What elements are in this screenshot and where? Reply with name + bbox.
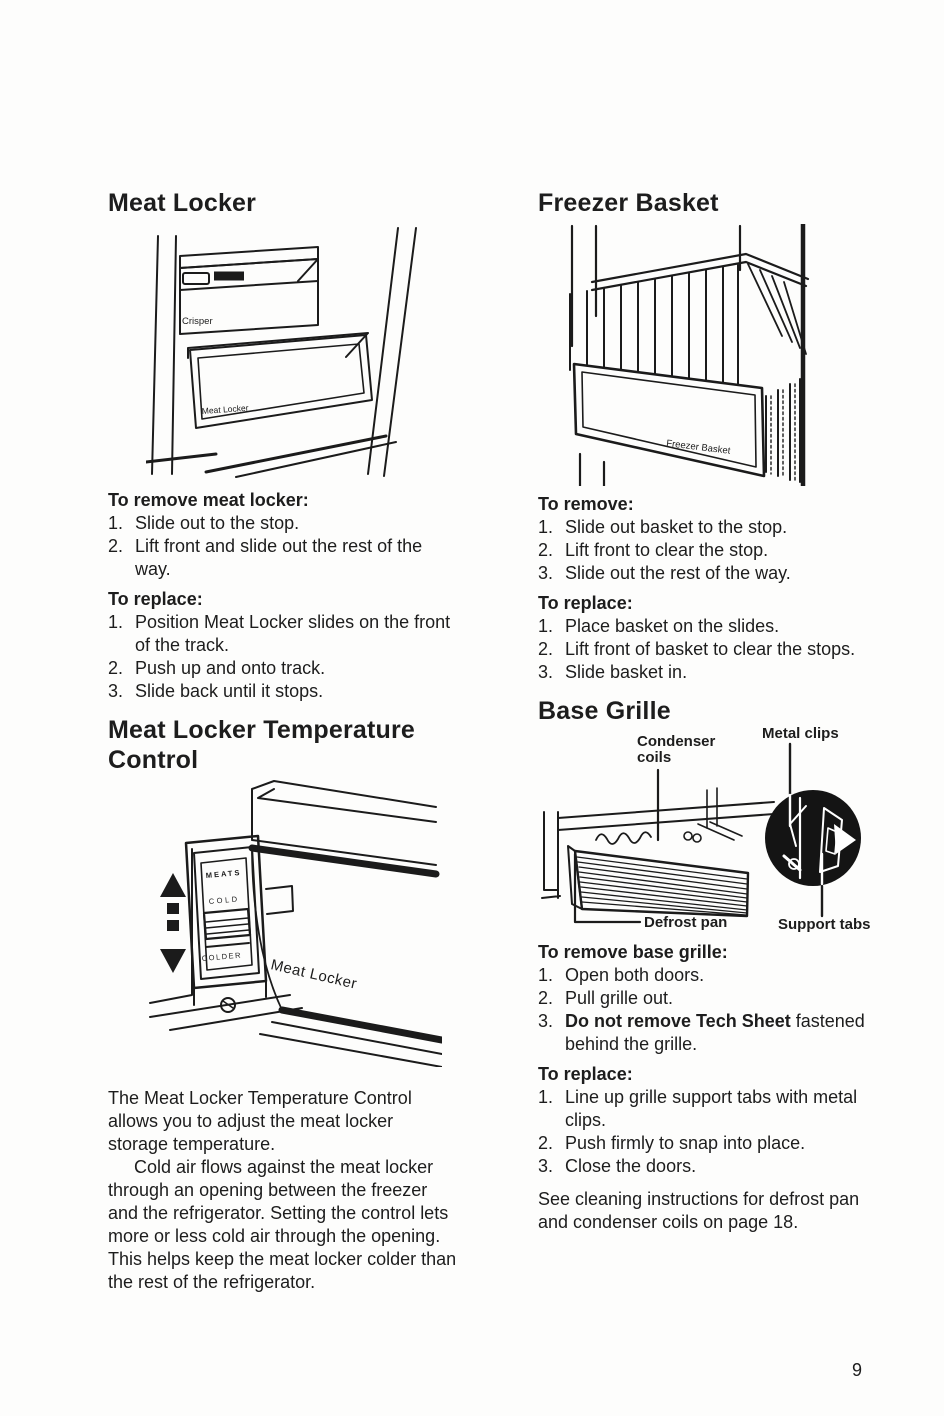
- remove-meat-locker-heading: To remove meat locker:: [108, 490, 309, 510]
- heading-meat-locker: Meat Locker: [108, 189, 257, 217]
- grille-replace-section: [538, 1063, 892, 1178]
- meat-locker-drawer-label: Meat Locker: [201, 402, 249, 416]
- tech-sheet-warning: Do not remove Tech Sheet: [565, 1011, 791, 1031]
- list-item: 2. Lift front and slide out the rest of the way.: [108, 536, 423, 579]
- arrow-down-icon: [160, 949, 186, 973]
- meat-locker-figure: [108, 226, 458, 482]
- freezer-basket-figure: [538, 224, 892, 486]
- replace-meat-locker-heading: To replace:: [108, 589, 203, 609]
- list-item: 2. Push firmly to snap into place.: [538, 1133, 806, 1153]
- meat-locker-illustration: [146, 226, 458, 478]
- meat-locker-wall-label: Meat Locker: [269, 956, 359, 993]
- list-item: 3. Close the doors.: [538, 1156, 697, 1176]
- list-item: 1. Slide out basket to the stop.: [538, 517, 788, 537]
- heading-base-grille: Base Grille: [538, 697, 671, 725]
- support-tabs-label: Support tabs: [778, 916, 871, 933]
- list-item: 3. Slide out the rest of the way.: [538, 563, 791, 583]
- temp-control-paragraph-1: The Meat Locker Temperature Control allows you to adjust the meat locker storage temperature.: [108, 1088, 412, 1154]
- grille-remove-section: [538, 941, 892, 1056]
- list-item: 1. Slide out to the stop.: [108, 513, 300, 533]
- condenser-coils-label: Condenser coils: [637, 733, 716, 766]
- colder-label: COLDER: [201, 950, 243, 963]
- list-item: 2. Push up and onto track.: [108, 658, 326, 678]
- meat-locker-replace-section: [108, 588, 458, 703]
- list-item: 3. Slide back until it stops.: [108, 681, 324, 701]
- freezer-basket-panel-label: Freezer Basket: [665, 438, 731, 457]
- list-item: 3. Slide basket in.: [538, 662, 688, 682]
- list-item: 2. Pull grille out.: [538, 988, 674, 1008]
- temp-control-figure: [108, 777, 458, 1067]
- list-item: 1. Open both doors.: [538, 965, 705, 985]
- list-item: 2. Lift front to clear the stop.: [538, 540, 769, 560]
- list-item: 1. Position Meat Locker slides on the front of the track.: [108, 612, 451, 655]
- cold-label: COLD: [208, 894, 240, 906]
- basket-replace-section: [538, 592, 892, 684]
- list-item: 3. Do not remove Tech Sheet fastened behind the grille.: [538, 1011, 865, 1054]
- cleaning-note: See cleaning instructions for defrost pan and condenser coils on page 18.: [538, 1189, 860, 1232]
- base-grille-figure: [538, 725, 892, 934]
- replace-basket-heading: To replace:: [538, 593, 633, 613]
- left-column: [108, 188, 458, 1294]
- temp-control-paragraph-2: Cold air flows against the meat locker through an opening between the freezer and the refrigerator. Setting the control lets more or less cold air through the opening. This helps keep the meat locker colder than the rest of the refrigerator.: [108, 1157, 457, 1292]
- defrost-pan-label: Defrost pan: [644, 914, 728, 931]
- remove-basket-heading: To remove:: [538, 494, 634, 514]
- meats-label: MEATS: [205, 867, 242, 880]
- heading-freezer-basket: Freezer Basket: [538, 189, 719, 217]
- freezer-basket-illustration: [550, 224, 912, 486]
- crisper-label: Crisper: [182, 316, 213, 327]
- list-item: 1. Place basket on the slides.: [538, 616, 780, 636]
- remove-grille-heading: To remove base grille:: [538, 942, 728, 962]
- heading-temp-control: Meat Locker Temperature Control: [108, 716, 416, 774]
- temp-control-illustration: [140, 777, 442, 1067]
- replace-grille-heading: To replace:: [538, 1064, 633, 1084]
- list-item: 2. Lift front of basket to clear the stops.: [538, 639, 856, 659]
- meat-locker-remove-section: [108, 489, 458, 581]
- metal-clips-label: Metal clips: [762, 725, 839, 742]
- basket-remove-section: [538, 493, 892, 585]
- page-number: 9: [852, 1360, 863, 1380]
- list-item: 1. Line up grille support tabs with metal clips.: [538, 1087, 858, 1130]
- base-grille-illustration: [538, 725, 938, 934]
- right-column: [538, 188, 892, 1234]
- arrow-up-icon: [160, 873, 186, 897]
